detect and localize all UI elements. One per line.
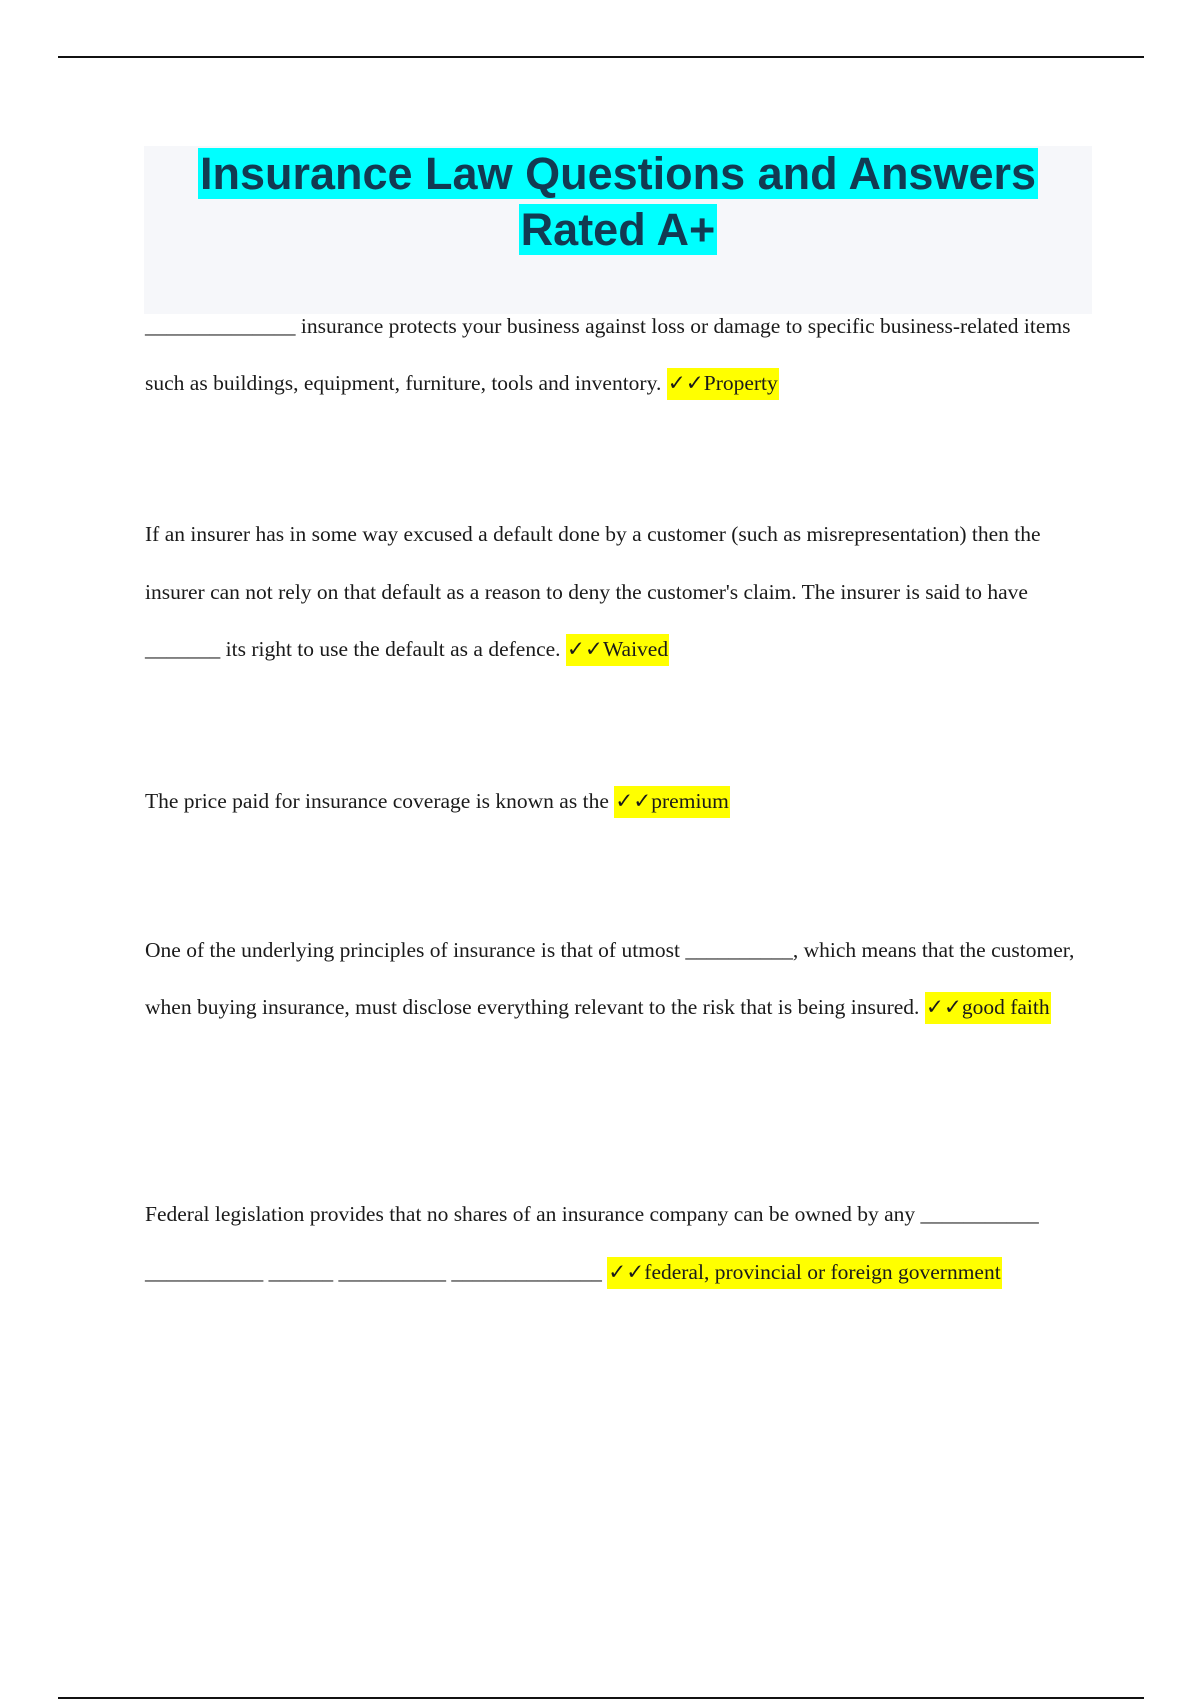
answer-highlight: ✓✓Property: [667, 368, 779, 400]
question-2: [145, 506, 1085, 679]
document-title: [144, 146, 1092, 258]
question-3: [145, 773, 1085, 830]
bottom-rule: [58, 1697, 1144, 1699]
title-block: [144, 146, 1092, 314]
answer-highlight: ✓✓good faith: [925, 992, 1051, 1024]
question-text: ______________ insurance protects your business against loss or damage to specific business-related items such as buildings, equipment, furniture, tools and inventory.: [145, 314, 1071, 395]
answer-highlight: ✓✓premium: [614, 786, 730, 818]
question-5: [145, 1185, 1085, 1301]
title-line-1: Insurance Law Questions and Answers: [199, 148, 1037, 199]
answer-highlight: ✓✓Waived: [566, 634, 669, 666]
answer-highlight: ✓✓federal, provincial or foreign government: [607, 1257, 1001, 1289]
question-text: Federal legislation provides that no shares of an insurance company can be owned by any ___________ ___________ ______ __________ ______________: [145, 1202, 1039, 1284]
question-text: If an insurer has in some way excused a default done by a customer (such as misrepresentation) then the insurer can not rely on that default as a reason to deny the customer's claim. The insurer is said to have _______ its right to use the default as a defence.: [145, 522, 1041, 661]
title-line-2: Rated A+: [520, 204, 716, 255]
top-rule: [58, 56, 1144, 58]
question-text: The price paid for insurance coverage is known as the: [145, 789, 609, 813]
question-text: One of the underlying principles of insurance is that of utmost __________, which means that the customer, when buying insurance, must disclose everything relevant to the risk that is being insured.: [145, 938, 1075, 1019]
question-4: [145, 922, 1085, 1036]
question-1: [145, 298, 1085, 412]
